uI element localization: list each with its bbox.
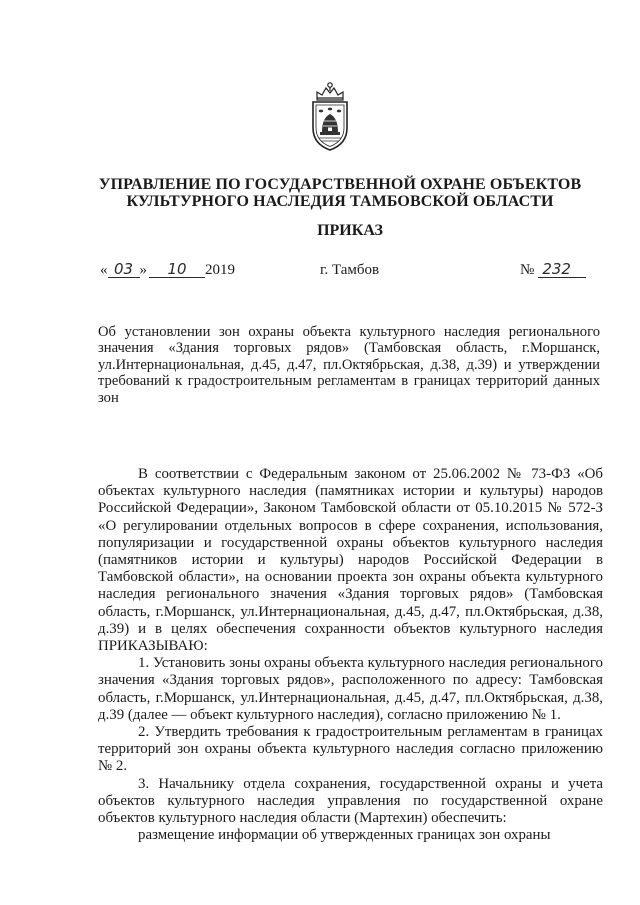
organization-name-line2: КУЛЬТУРНОГО НАСЛЕДИЯ ТАМБОВСКОЙ ОБЛАСТИ — [126, 193, 554, 210]
order-year: 2019 — [205, 262, 235, 278]
handwritten-day: 03 — [108, 262, 140, 278]
order-subject: Об установлении зон охраны объекта культурного наследия регионального значения «Здания торговых рядов» (Тамбовская область, г.Моршанск, ул.Интернациональная, д.45, д.47, пл.Октябрьская, д.38, д.39) и утверждении требований к градостроительным регламентам в границах территорий данных зон — [98, 324, 600, 406]
handwritten-order-number: 232 — [538, 262, 586, 278]
organization-name-line1: УПРАВЛЕНИЕ ПО ГОСУДАРСТВЕННОЙ ОХРАНЕ ОБЪЕКТОВ — [98, 176, 582, 193]
order-date — [100, 262, 235, 279]
body-paragraph-item-1: 1. Установить зоны охраны объекта культурного наследия регионального значения «Здания торговых рядов», расположенного по адресу: Тамбовская область, г.Моршанск, ул.Интернациональная, д.45, д.47, пл.Октябрьская, д.38, д.39 (далее — объект культурного наследия), согласно приложению № 1. — [98, 655, 603, 723]
number-sign: № — [520, 262, 535, 278]
order-city: г. Тамбов — [320, 262, 380, 278]
order-number — [520, 262, 586, 279]
order-body — [98, 466, 603, 844]
date-quote-open: « — [100, 262, 108, 278]
body-paragraph-item-3: 3. Начальнику отдела сохранения, государственной охраны и учета объектов культурного наследия управления по государственной охране объектов культурного наследия области (Мартехин) обеспечить: — [98, 775, 603, 827]
body-paragraph-preamble: В соответствии с Федеральным законом от 25.06.2002 № 73-ФЗ «Об объектах культурного наследия (памятниках истории и культуры) народов Российской Федерации», Законом Тамбовской области от 05.10.2015 № 572-З «О регулировании отдельных вопросов в сфере сохранения, использования, популяризации и государственной охраны объектов культурного наследия (памятников истории и культуры) народов Российской Федерации в Тамбовской области», на основании проекта зон охраны объекта культурного наследия регионального значения «Здания торговых рядов» (Тамбовская область, г.Моршанск, ул.Интернациональная, д.45, д.47, пл.Октябрьская, д.38, д.39) и в целях обеспечения сохранности объектов культурного наследия ПРИКАЗЫВАЮ: — [98, 466, 603, 655]
body-paragraph-item-2: 2. Утвердить требования к градостроительным регламентам в границах территорий зон охраны объекта культурного наследия согласно приложению № 2. — [98, 724, 603, 775]
tambov-coat-of-arms-icon — [305, 80, 355, 152]
handwritten-month: 10 — [149, 262, 205, 278]
body-paragraph-item-3-sub: размещение информации об утвержденных границах зон охраны — [138, 827, 551, 844]
date-quote-close: » — [139, 262, 147, 278]
document-type-title: ПРИКАЗ — [317, 222, 383, 239]
